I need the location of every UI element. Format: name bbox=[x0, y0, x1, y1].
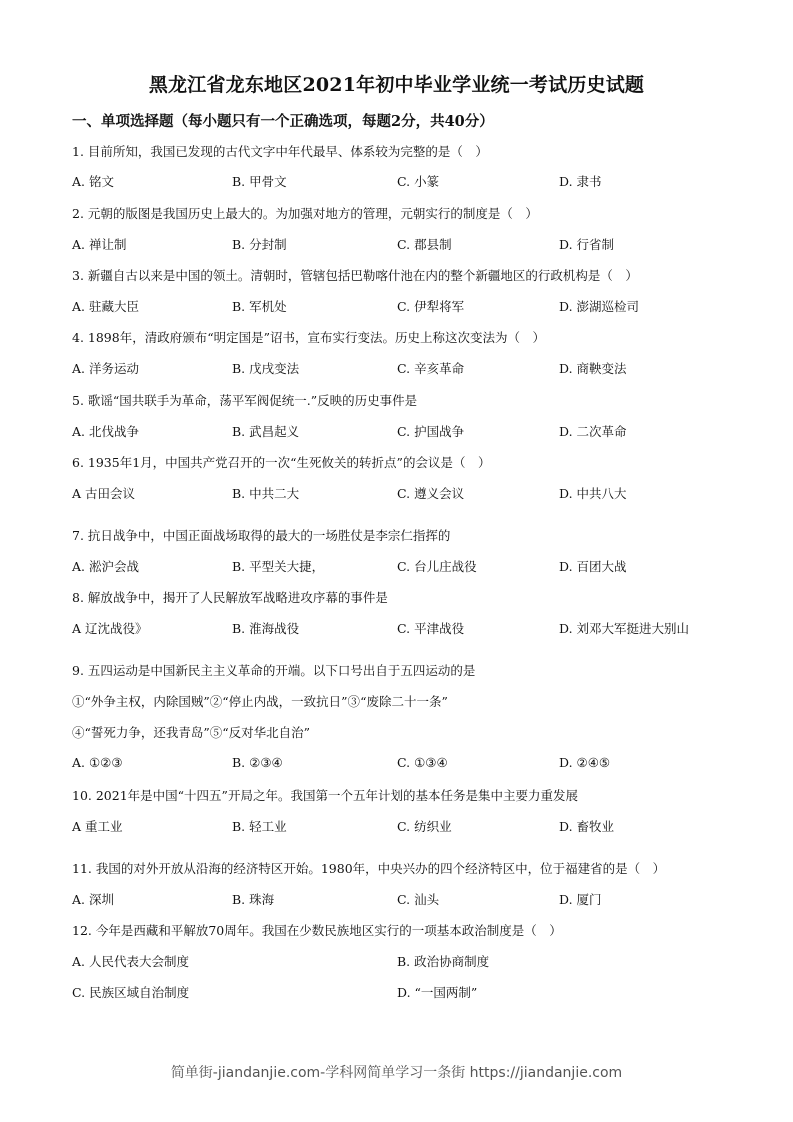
option-b: B. ②③④ bbox=[232, 755, 283, 770]
option-d: D. 百团大战 bbox=[559, 559, 627, 574]
option-d: D. 中共八大 bbox=[559, 486, 627, 501]
question-9-stem: 9. 五四运动是中国新民主主义革命的开端。以下口号出自于五四运动的是 bbox=[72, 663, 476, 678]
question-10-options bbox=[72, 817, 732, 837]
question-5-stem: 5. 歌谣“国共联手为革命，荡平军阀促统一.”反映的历史事件是 bbox=[72, 393, 418, 408]
option-a: A 古田会议 bbox=[72, 486, 136, 501]
option-d: D. 行省制 bbox=[559, 237, 615, 252]
option-d: D. 商鞅变法 bbox=[559, 361, 627, 376]
option-a: A. 驻藏大臣 bbox=[72, 299, 139, 314]
option-b: B. 中共二大 bbox=[232, 486, 300, 501]
question-9-slogans-1: ①“外争主权，内除国贼”②“停止内战，一致抗日”③“废除二十一条” bbox=[72, 694, 448, 709]
question-9-options bbox=[72, 755, 732, 775]
option-c: C. 遵义会议 bbox=[397, 486, 465, 501]
question-12-options-row2 bbox=[72, 983, 732, 1003]
option-b: B. 珠海 bbox=[232, 892, 275, 907]
question-5-options bbox=[72, 422, 732, 442]
question-1-stem: 1. 目前所知，我国已发现的古代文字中年代最早、体系较为完整的是（ ） bbox=[72, 144, 488, 159]
question-3-stem: 3. 新疆自古以来是中国的领土。清朝时，管辖包括巴勒喀什池在内的整个新疆地区的行政机构是（ ） bbox=[72, 268, 638, 283]
question-4-stem: 4. 1898年，清政府颁布“明定国是”诏书，宣布实行变法。历史上称这次变法为（ ） bbox=[72, 330, 545, 345]
option-a: A. 铭文 bbox=[72, 174, 114, 189]
option-b: B. 淮海战役 bbox=[232, 621, 300, 636]
question-3-options bbox=[72, 297, 732, 317]
option-d: D. 刘邓大军挺进大别山 bbox=[559, 621, 690, 636]
question-11-stem: 11. 我国的对外开放从沿海的经济特区开始。1980年，中央兴办的四个经济特区中，位于福建省的是（ ） bbox=[72, 861, 666, 876]
option-b: B. 政治协商制度 bbox=[397, 954, 490, 969]
option-d: D. 二次革命 bbox=[559, 424, 627, 439]
option-a: A 辽沈战役》 bbox=[72, 621, 148, 636]
option-c: C. 台儿庄战役 bbox=[397, 559, 477, 574]
option-d: D. ②④⑤ bbox=[559, 755, 611, 770]
option-a: A. 洋务运动 bbox=[72, 361, 139, 376]
option-a: A. 淞沪会战 bbox=[72, 559, 139, 574]
option-c: C. 平津战役 bbox=[397, 621, 465, 636]
option-d: D. 隶书 bbox=[559, 174, 602, 189]
option-c: C. 郡县制 bbox=[397, 237, 452, 252]
option-b: B. 平型关大捷， bbox=[232, 559, 325, 574]
document-title: 黑龙江省龙东地区2021年初中毕业学业统一考试历史试题 bbox=[148, 74, 645, 96]
question-10-stem: 10. 2021年是中国“十四五”开局之年。我国第一个五年计划的基本任务是集中主要力重发展 bbox=[72, 788, 578, 803]
option-d: D. 畜牧业 bbox=[559, 819, 615, 834]
option-a: A. 深圳 bbox=[72, 892, 114, 907]
option-a: A. 人民代表大会制度 bbox=[72, 954, 189, 969]
option-d: D. 厦门 bbox=[559, 892, 602, 907]
question-9-slogans-2: ④“誓死力争，还我青岛”⑤“反对华北自治” bbox=[72, 725, 311, 740]
option-c: C. 护国战争 bbox=[397, 424, 465, 439]
question-8-options bbox=[72, 619, 732, 639]
question-2-options bbox=[72, 235, 732, 255]
option-b: B. 轻工业 bbox=[232, 819, 287, 834]
option-b: B. 武昌起义 bbox=[232, 424, 300, 439]
question-6-options bbox=[72, 484, 732, 504]
question-6-stem: 6. 1935年1月，中国共产党召开的一次“生死攸关的转折点”的会议是（ ） bbox=[72, 455, 491, 470]
option-a: A. 禅让制 bbox=[72, 237, 127, 252]
question-1-options bbox=[72, 172, 732, 192]
option-a: A. ①②③ bbox=[72, 755, 123, 770]
question-8-stem: 8. 解放战争中，揭开了人民解放军战略进攻序幕的事件是 bbox=[72, 590, 388, 605]
option-c: C. 伊犁将军 bbox=[397, 299, 465, 314]
question-7-options bbox=[72, 557, 732, 577]
option-b: B. 戊戌变法 bbox=[232, 361, 300, 376]
question-12-stem: 12. 今年是西藏和平解放70周年。我国在少数民族地区实行的一项基本政治制度是（ ） bbox=[72, 923, 562, 938]
option-c: C. 纺织业 bbox=[397, 819, 452, 834]
option-b: B. 分封制 bbox=[232, 237, 287, 252]
question-12-options-row1 bbox=[72, 952, 732, 972]
option-a: A. 北伐战争 bbox=[72, 424, 139, 439]
option-d: D. 澎湖巡检司 bbox=[559, 299, 640, 314]
option-b: B. 军机处 bbox=[232, 299, 287, 314]
option-c: C. 汕头 bbox=[397, 892, 440, 907]
option-c: C. 辛亥革命 bbox=[397, 361, 465, 376]
question-7-stem: 7. 抗日战争中，中国正面战场取得的最大的一场胜仗是李宗仁指挥的 bbox=[72, 528, 451, 543]
option-a: A 重工业 bbox=[72, 819, 123, 834]
option-c: C. 民族区域自治制度 bbox=[72, 985, 190, 1000]
option-d: D. “一国两制” bbox=[397, 985, 478, 1000]
question-2-stem: 2. 元朝的版图是我国历史上最大的。为加强对地方的管理，元朝实行的制度是（ ） bbox=[72, 206, 538, 221]
option-b: B. 甲骨文 bbox=[232, 174, 287, 189]
section-heading: 一、单项选择题（每小题只有一个正确选项，每题2分，共40分） bbox=[72, 113, 494, 130]
question-11-options bbox=[72, 890, 732, 910]
footer-watermark: 简单街-jiandanjie.com-学科网简单学习一条街 https://jiandanjie.com bbox=[170, 1065, 623, 1081]
option-c: C. 小篆 bbox=[397, 174, 440, 189]
question-4-options bbox=[72, 359, 732, 379]
option-c: C. ①③④ bbox=[397, 755, 448, 770]
